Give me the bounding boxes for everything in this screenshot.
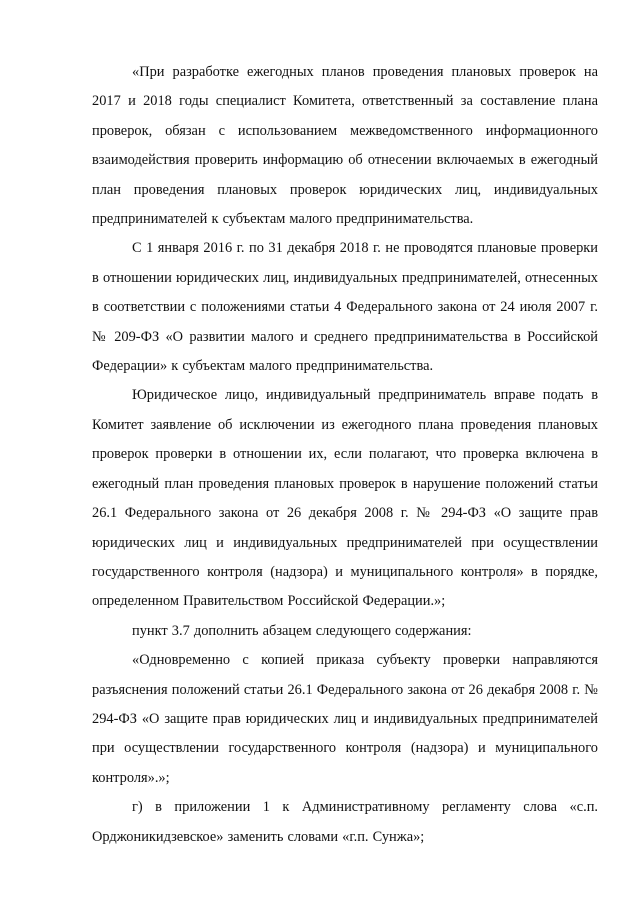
paragraph-inspection-moratorium: С 1 января 2016 г. по 31 декабря 2018 г. не проводятся плановые проверки в отношении юридических лиц, индивидуальных предпринимателей, отнесенных в соответствии с положениями статьи 4 Федерального закона от 24 июля 2007 г. № 209-ФЗ «О развитии малого и среднего предпринимательства в Российской Федерации» к субъектам малого предпринимательства. <box>92 240 598 375</box>
paragraph-planning-rules: «При разработке ежегодных планов проведения плановых проверок на 2017 и 2018 годы специалист Комитета, ответственный за составление плана проверок, обязан с использованием межведомственного информационного взаимодействия проверить информацию об отнесении включаемых в ежегодный план проведения плановых проверок юридических лиц, индивидуальных предпринимателей к субъектам малого предпринимательства. <box>92 64 598 228</box>
paragraph-appendix-amendment: г) в приложении 1 к Административному регламенту слова «с.п. Орджоникидзевское» заменить словами «г.п. Сунжа»; <box>92 799 598 845</box>
paragraph-exclusion-request: Юридическое лицо, индивидуальный предприниматель вправе подать в Комитет заявление об исключении из ежегодного плана проведения плановых проверок проверки в отношении их, если полагают, что проверка включена в ежегодный план проведения плановых проверок в нарушение положений статьи 26.1 Федерального закона от 26 декабря 2008 г. № 294-ФЗ «О защите прав юридических лиц и индивидуальных предпринимателей при осуществлении государственного контроля (надзора) и муниципального контроля» в порядке, определенном Правительством Российской Федерации.»; <box>92 387 598 610</box>
paragraph-clause-3-7: пункт 3.7 дополнить абзацем следующего содержания: <box>132 622 472 639</box>
paragraph-explanations: «Одновременно с копией приказа субъекту проверки направляются разъяснения положений статьи 26.1 Федерального закона от 26 декабря 2008 г. № 294-ФЗ «О защите прав юридических лиц и индивидуальных предпринимателей при осуществлении государственного контроля (надзора) и муниципального контроля».»; <box>92 652 598 786</box>
